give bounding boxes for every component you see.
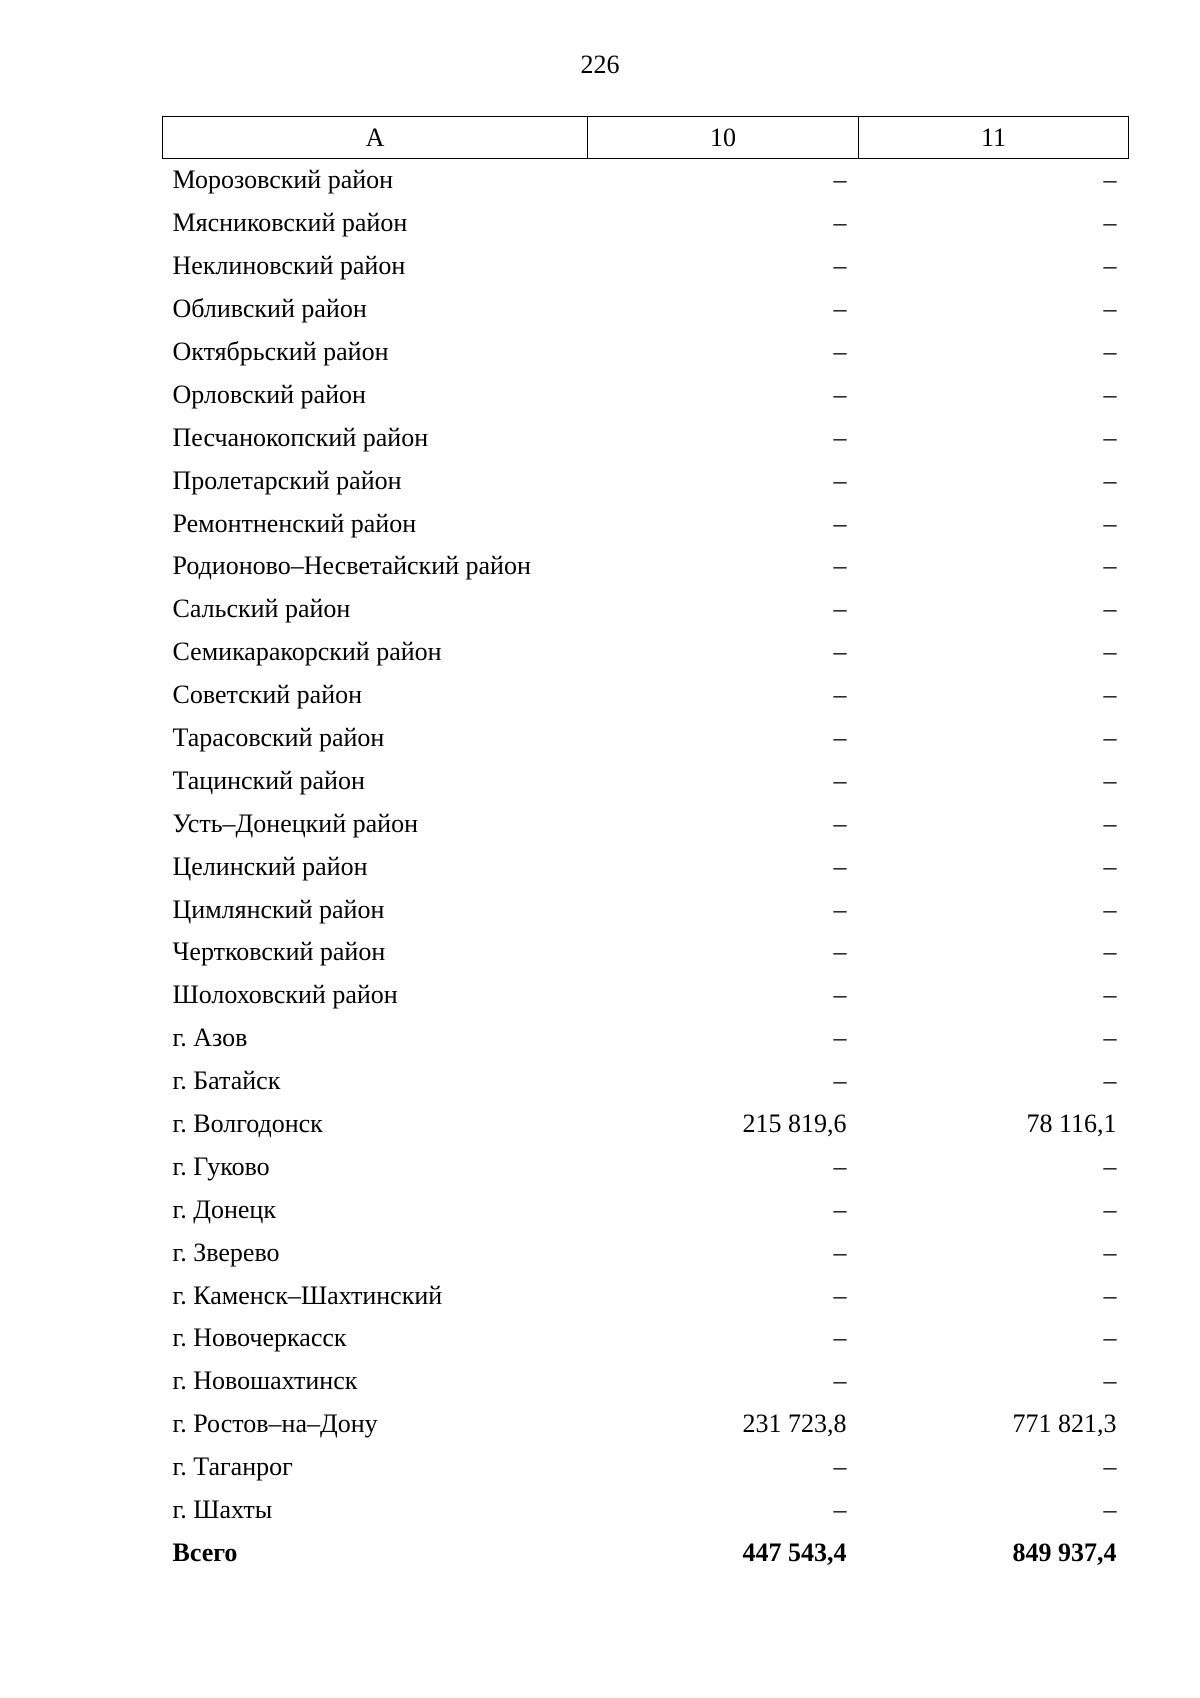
row-name: Шолоховский район (172, 980, 398, 1010)
row-value-11: – (1103, 1280, 1117, 1310)
row-value-10: 215 819,6 (742, 1109, 847, 1139)
row-value-11: – (1103, 422, 1117, 452)
row-value-11: – (1103, 1194, 1117, 1224)
row-name: Орловский район (172, 379, 366, 409)
row-value-11: – (1103, 1495, 1117, 1525)
row-value-10: 231 723,8 (742, 1409, 847, 1439)
column-header-a: A (163, 117, 588, 159)
table-row (163, 1231, 1129, 1274)
row-value-11: – (1103, 1237, 1117, 1267)
row-value-10: – (833, 1366, 847, 1396)
row-value-10: – (833, 1237, 847, 1267)
row-name: г. Донецк (172, 1194, 276, 1224)
table-row (163, 1360, 1129, 1403)
row-value-11: 771 821,3 (1012, 1409, 1117, 1439)
row-value-10: – (833, 465, 847, 495)
row-name: г. Гуково (172, 1151, 270, 1181)
total-row (163, 1532, 1129, 1575)
row-value-10: – (833, 551, 847, 581)
row-value-11: – (1103, 1452, 1117, 1482)
table-row (163, 1103, 1129, 1146)
table-row (163, 1489, 1129, 1532)
row-name: Семикаракорский район (172, 637, 442, 667)
row-name: г. Каменск–Шахтинский (172, 1280, 443, 1310)
row-value-10: – (833, 422, 847, 452)
table-row (163, 545, 1129, 588)
total-value-10: 447 543,4 (742, 1537, 847, 1567)
row-value-11: – (1103, 637, 1117, 667)
row-value-10: – (833, 508, 847, 538)
total-label: Всего (172, 1537, 238, 1567)
row-value-11: – (1103, 680, 1117, 710)
row-name: Сальский район (172, 594, 351, 624)
row-value-11: – (1103, 465, 1117, 495)
row-value-11: – (1103, 508, 1117, 538)
row-name: Целинский район (172, 851, 368, 881)
table-row (163, 502, 1129, 545)
table-row (163, 1188, 1129, 1231)
row-value-11: – (1103, 251, 1117, 281)
table-row (163, 331, 1129, 374)
table-row (163, 674, 1129, 717)
row-value-10: – (833, 1495, 847, 1525)
row-value-10: – (833, 980, 847, 1010)
row-name: г. Волгодонск (172, 1109, 323, 1139)
row-name: Усть–Донецкий район (172, 808, 418, 838)
row-name: Тарасовский район (172, 723, 385, 753)
table-row (163, 974, 1129, 1017)
row-value-10: – (833, 165, 847, 195)
row-value-10: – (833, 251, 847, 281)
row-value-11: – (1103, 337, 1117, 366)
row-value-11: – (1103, 723, 1117, 753)
table-row (163, 1017, 1129, 1060)
row-value-10: – (833, 1323, 847, 1353)
table-row (163, 845, 1129, 888)
table-row (163, 373, 1129, 416)
row-value-11: – (1103, 894, 1117, 924)
row-value-10: – (833, 723, 847, 753)
row-value-11: – (1103, 765, 1117, 795)
table-row (163, 759, 1129, 802)
table-row (163, 1446, 1129, 1489)
row-value-11: – (1103, 851, 1117, 881)
header-row (163, 117, 1129, 159)
row-name: г. Новочеркасск (172, 1323, 347, 1353)
table-row (163, 1060, 1129, 1103)
row-name: г. Новошахтинск (172, 1366, 358, 1396)
row-name: г. Шахты (172, 1495, 273, 1525)
table-row (163, 717, 1129, 760)
row-value-11: – (1103, 1023, 1117, 1053)
table-row (163, 888, 1129, 931)
table-row (163, 1145, 1129, 1188)
row-value-10: – (833, 680, 847, 710)
row-value-11: – (1103, 980, 1117, 1010)
table-body (163, 159, 1129, 1575)
row-value-11: – (1103, 379, 1117, 409)
row-value-11: – (1103, 1151, 1117, 1181)
row-value-10: – (833, 337, 847, 366)
row-name: Тацинский район (172, 765, 365, 795)
column-header-11: 11 (859, 117, 1129, 159)
row-value-11: – (1103, 208, 1117, 238)
row-value-10: – (833, 1280, 847, 1310)
row-value-10: – (833, 637, 847, 667)
row-value-10: – (833, 1452, 847, 1482)
row-name: г. Азов (172, 1023, 248, 1053)
row-value-11: – (1103, 294, 1117, 324)
table-row (163, 245, 1129, 288)
table-header (163, 117, 1129, 159)
row-name: г. Зверево (172, 1237, 280, 1267)
row-value-11: – (1103, 1366, 1117, 1396)
column-header-10: 10 (588, 117, 859, 159)
row-name: Неклиновский район (172, 251, 406, 281)
row-value-11: – (1103, 165, 1117, 195)
budget-table (162, 116, 1129, 1574)
row-value-11: – (1103, 808, 1117, 838)
row-value-10: – (833, 1194, 847, 1224)
row-value-11: – (1103, 594, 1117, 624)
table-row (163, 631, 1129, 674)
row-value-10: – (833, 594, 847, 624)
table-row (163, 1274, 1129, 1317)
table-row (163, 159, 1129, 202)
row-value-10: – (833, 1066, 847, 1096)
table-row (163, 288, 1129, 331)
table-row (163, 931, 1129, 974)
row-name: г. Ростов–на–Дону (172, 1409, 378, 1439)
table-row (163, 459, 1129, 502)
row-value-11: – (1103, 551, 1117, 581)
page-number: 226 (580, 50, 620, 79)
row-name: г. Таганрог (172, 1452, 293, 1482)
row-name: Морозовский район (172, 165, 394, 195)
row-value-10: – (833, 937, 847, 967)
row-value-11: – (1103, 1323, 1117, 1353)
table-row (163, 588, 1129, 631)
table-row (163, 1403, 1129, 1446)
row-value-10: – (833, 808, 847, 838)
row-name: Мясниковский район (172, 208, 408, 238)
row-name: г. Батайск (172, 1066, 281, 1096)
total-value-11: 849 937,4 (1012, 1537, 1117, 1567)
row-name: Октябрьский район (172, 337, 389, 366)
row-value-10: – (833, 851, 847, 881)
row-value-10: – (833, 1023, 847, 1053)
row-name: Пролетарский район (172, 465, 402, 495)
row-value-10: – (833, 765, 847, 795)
row-value-11: 78 116,1 (1026, 1109, 1117, 1139)
row-name: Песчанокопский район (172, 422, 429, 452)
row-name: Чертковский район (172, 937, 386, 967)
row-value-10: – (833, 379, 847, 409)
row-value-11: – (1103, 1066, 1117, 1096)
table-row (163, 202, 1129, 245)
row-name: Обливский район (172, 294, 367, 324)
row-value-10: – (833, 294, 847, 324)
row-name: Ремонтненский район (172, 508, 417, 538)
row-value-11: – (1103, 937, 1117, 967)
row-name: Родионово–Несветайский район (172, 551, 531, 581)
row-name: Цимлянский район (172, 894, 385, 924)
table-row (163, 416, 1129, 459)
table-row (163, 1317, 1129, 1360)
row-value-10: – (833, 894, 847, 924)
row-name: Советский район (172, 680, 363, 710)
row-value-10: – (833, 208, 847, 238)
table-row (163, 802, 1129, 845)
row-value-10: – (833, 1151, 847, 1181)
